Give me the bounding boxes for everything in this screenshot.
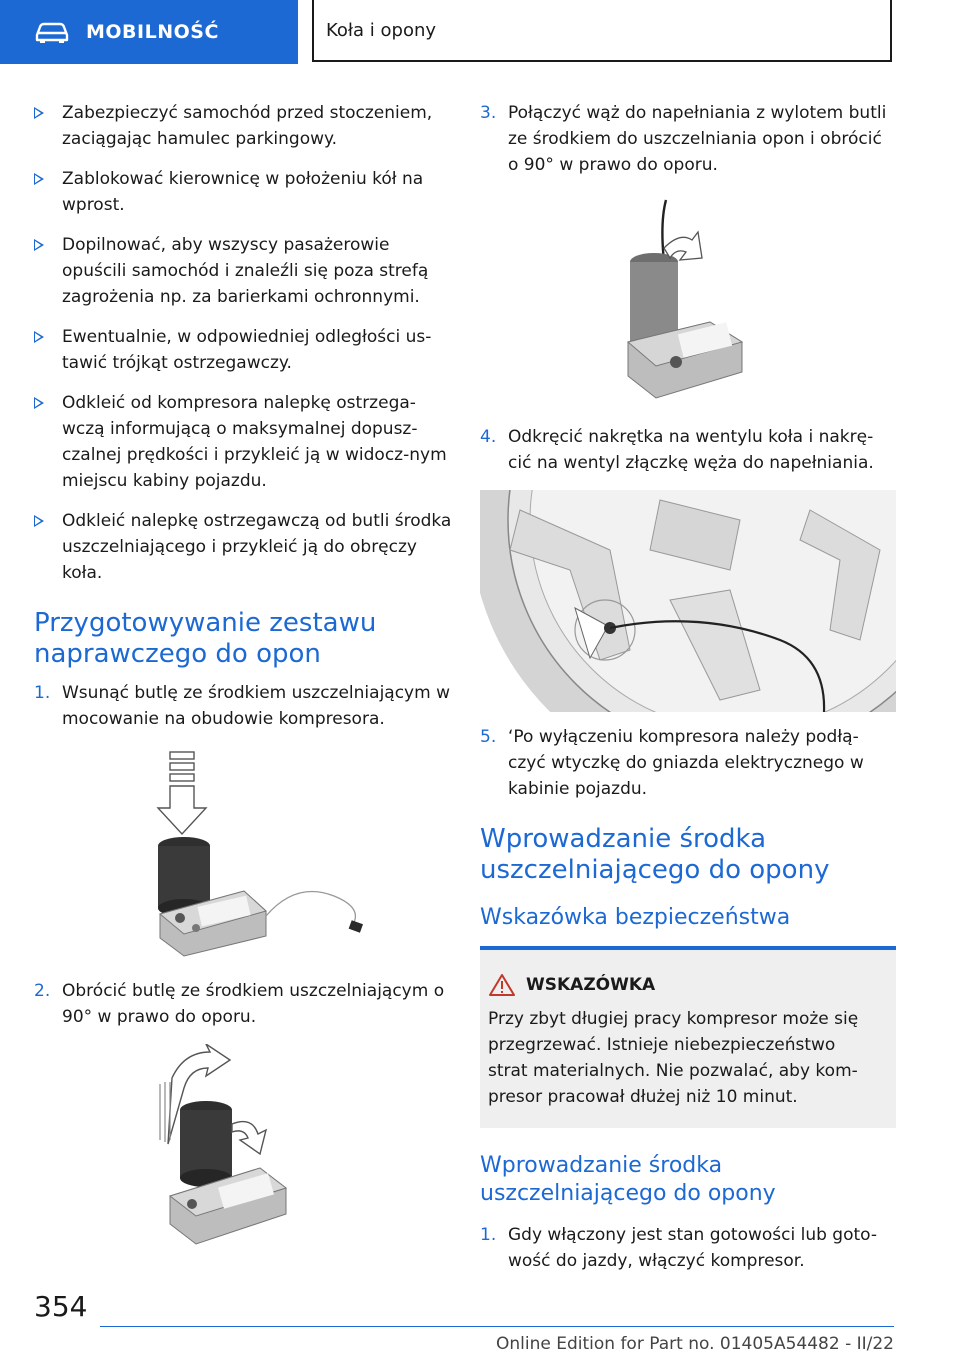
subsection-heading: Wskazówka bezpieczeństwa <box>480 905 791 930</box>
figure-wheel-valve <box>480 490 896 712</box>
list-item: Zablokować kierownicę w położeniu kół na wprost. <box>34 166 454 218</box>
triangle-bullet-icon <box>34 331 44 343</box>
triangle-bullet-icon <box>34 173 44 185</box>
step-item <box>34 978 454 1030</box>
step-item <box>480 100 896 178</box>
step-item <box>34 680 454 732</box>
step-item <box>480 724 896 802</box>
step-item <box>480 424 896 476</box>
warning-triangle-icon <box>488 973 516 997</box>
car-icon <box>34 21 70 43</box>
list-item: Dopilnować, aby wszyscy pasażerowie opuścili samochód i znaleźli się poza strefą zagrożenia np. za barierkami ochronnymi. <box>34 232 454 310</box>
step-number: 5. <box>480 727 497 747</box>
step-text: Połączyć wąż do napełniania z wylotem butli ze środkiem do uszczelniania opon i obrócić o 90° w prawo do oporu. <box>508 103 887 175</box>
warning-text: Przy zbyt długiej pracy kompresor może się przegrzewać. Istnieje niebezpieczeństwo strat materialnych. Nie pozwalać, aby kom-presor pracował dłużej niż 10 minut. <box>488 1009 859 1107</box>
section-tab <box>0 0 298 64</box>
step-number: 2. <box>34 981 51 1001</box>
list-item: Odkleić nalepkę ostrzegawczą od butli środka uszczelniającego i przykleić ją do obręczy koła. <box>34 508 454 586</box>
chapter-box <box>312 0 892 62</box>
subsection-heading: Wprowadzanie środka uszczelniającego do opony <box>480 1153 776 1206</box>
footer-divider <box>100 1326 894 1327</box>
step-number: 4. <box>480 427 497 447</box>
list-item: Odkleić od kompresora nalepkę ostrzega-wczą informującą o maksymalnej dopusz-czalnej prędkości i przykleić ją w widocz-nym miejscu kabiny pojazdu. <box>34 390 454 494</box>
step-text: ‘Po wyłączeniu kompresora należy podłą-czyć wtyczkę do gniazda elektrycznego w kabinie pojazdu. <box>508 727 864 799</box>
page-footer <box>0 1290 960 1362</box>
figure-insert-bottle <box>34 746 454 966</box>
step-number: 1. <box>480 1225 497 1245</box>
triangle-bullet-icon <box>34 239 44 251</box>
left-column <box>34 100 454 1276</box>
warning-box <box>480 946 896 1128</box>
step-number: 1. <box>34 683 51 703</box>
warning-title: WSKAZÓWKA <box>488 972 878 998</box>
step-item <box>480 1222 896 1274</box>
step-text: Obrócić butlę ze środkiem uszczelniającym o 90° w prawo do oporu. <box>62 981 445 1027</box>
triangle-bullet-icon <box>34 397 44 409</box>
list-item: Ewentualnie, w odpowiedniej odległości us-tawić trójkąt ostrzegawczy. <box>34 324 454 376</box>
right-column <box>480 100 896 1288</box>
list-item: Zabezpieczyć samochód przed stoczeniem, zaciągając hamulec parkingowy. <box>34 100 454 152</box>
step-text: Odkręcić nakrętka na wentylu koła i nakrę-cić na wentyl złączkę węża do napełniania. <box>508 427 874 473</box>
section-heading: Wprowadzanie środka uszczelniającego do opony <box>480 824 830 885</box>
page-header <box>0 0 960 64</box>
section-label: MOBILNOŚĆ <box>86 21 219 43</box>
edition-info: Online Edition for Part no. 01405A54482 - II/22 <box>495 1334 894 1354</box>
step-text: Wsunąć butlę ze środkiem uszczelniającym w mocowanie na obudowie kompresora. <box>62 683 450 729</box>
figure-rotate-bottle <box>34 1044 454 1264</box>
page-number: 354 <box>34 1290 88 1323</box>
step-text: Gdy włączony jest stan gotowości lub goto-wość do jazdy, włączyć kompresor. <box>508 1225 878 1271</box>
triangle-bullet-icon <box>34 107 44 119</box>
step-number: 3. <box>480 103 497 123</box>
figure-connect-hose <box>480 192 896 412</box>
chapter-title: Koła i opony <box>326 19 437 41</box>
section-heading: Przygotowywanie zestawu naprawczego do opon <box>34 608 377 669</box>
triangle-bullet-icon <box>34 515 44 527</box>
